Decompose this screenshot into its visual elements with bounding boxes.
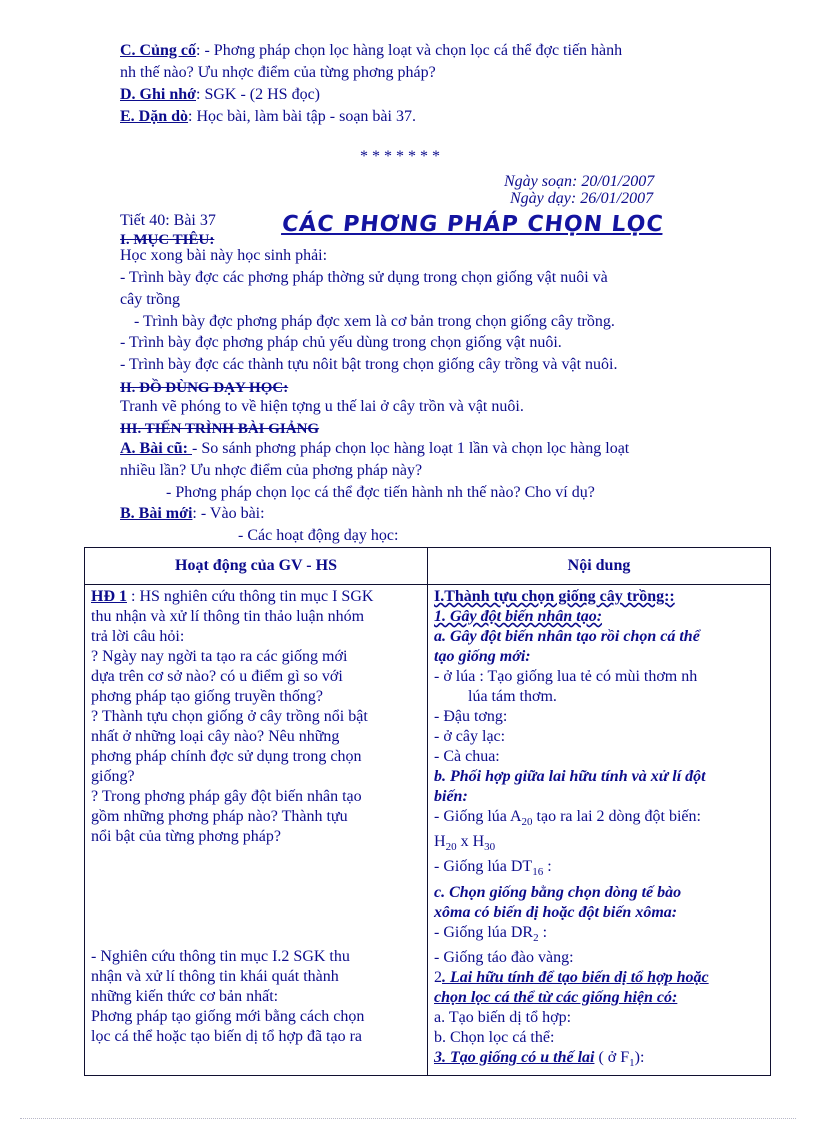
activity-line: giống? [91, 768, 135, 785]
activities-cell [85, 585, 428, 1076]
activity-line: nhận và xử lí thông tin khái quát thành [91, 968, 339, 985]
content-line: b. Chọn lọc cá thể: [434, 1028, 555, 1046]
prep-date: Ngày soạn: 20/01/2007 [504, 173, 655, 190]
content-line: $H_{20}$ x $H_{30}$ [434, 833, 496, 854]
lesson-table [84, 547, 771, 1076]
objective-3: - Trình bày đợc phơng pháp chủ yếu dùng trong chọn giống vật nuôi. [120, 334, 562, 351]
review-text-1: : - Phơng pháp chọn lọc hàng loạt và chọn lọc cá thể đợc tiến hành [196, 42, 623, 59]
activity-line: trả lời câu hỏi: [91, 628, 185, 645]
review-text-2: nh thế nào? Ưu nhợc điểm của từng phơng pháp? [120, 64, 436, 81]
old-lesson-label: A. Bài cũ: [120, 440, 192, 457]
old-lesson-line-1 [120, 439, 629, 459]
content-line: - Giống lúa $DR_2$ : [434, 923, 548, 944]
content-line: chọn lọc cá thể từ các giống hiện có: [434, 988, 678, 1006]
activity-line: nổi bật của từng phơng pháp? [91, 828, 281, 845]
objective-4: - Trình bày đợc các thành tựu nôit bật trong chọn giống cây trồng và vật nuôi. [120, 356, 618, 373]
content-line: - ở lúa : Tạo giống lua tẻ có mùi thơm nh [434, 668, 698, 685]
header-content: Nội dung [428, 548, 771, 585]
new-lesson-text-1: : - Vào bài: [192, 505, 265, 522]
review-line-1 [120, 41, 622, 61]
activity-line: lọc cá thể hoặc tạo biến dị tổ hợp đã tạo ra [91, 1028, 363, 1045]
objectives-intro: Học xong bài này học sinh phải: [120, 247, 328, 264]
activity-line: phơng pháp chính đợc sử dụng trong chọn [91, 748, 362, 765]
activity-line: ? Ngày nay ngời ta tạo ra các giống mới [91, 648, 348, 665]
activity-line: phơng pháp tạo giống truyền thống? [91, 688, 323, 705]
objective-1a: - Trình bày đợc các phơng pháp thờng sử dụng trong chọn giống vật nuôi và [120, 269, 608, 286]
activity-line: ? Thành tựu chọn giống ở cây trồng nổi bật [91, 708, 368, 725]
content-subheading: 1. Gây đột biến nhân tạo: [434, 608, 603, 625]
content-line: c. Chọn giống bằng chọn dòng tế bào [434, 883, 682, 901]
lesson-number: Tiết 40: Bài 37 [120, 212, 216, 229]
content-line: - ở cây lạc: [434, 728, 506, 745]
spacer [91, 847, 421, 947]
review-label: C. Củng cố [120, 42, 197, 59]
activity-line: dựa trên cơ sở nào? có u điểm gì so với [91, 668, 343, 685]
process-heading: III. TIẾN TRÌNH BÀI GIẢNG [120, 421, 320, 437]
activity-line: nhất ở những loại cây nào? Nêu những [91, 728, 340, 745]
activity-line: HĐ 1 : HS nghiên cứu thông tin mục I SGK [91, 588, 374, 605]
new-lesson-line [120, 504, 265, 524]
header-activities: Hoạt động của GV - HS [85, 548, 428, 585]
content-subheading: 2. Lai hữu tính để tạo biến dị tổ hợp hoặc [434, 968, 709, 986]
old-lesson-text-3: - Phơng pháp chọn lọc cá thể đợc tiến hành nh thế nào? Cho ví dụ? [166, 484, 595, 501]
materials-heading: II. ĐỒ DÙNG DẠY HỌC: [120, 380, 289, 396]
content-cell [428, 585, 771, 1076]
content-line: - Cà chua: [434, 748, 500, 765]
objective-2: - Trình bày đợc phơng pháp đợc xem là cơ bản trong chọn giống cây trồng. [134, 313, 615, 330]
activity-line: Phơng pháp tạo giống mới bằng cách chọn [91, 1008, 365, 1025]
homework-label: E. Dặn dò [120, 108, 189, 125]
content-line: b. Phối hợp giữa lai hữu tính và xử lí đột [434, 768, 706, 785]
homework-line [120, 107, 416, 127]
activity-line: gồm những phơng pháp nào? Thành tựu [91, 808, 348, 825]
activity-1-label: HĐ 1 [91, 588, 127, 605]
activity-line: thu nhận và xử lí thông tin thảo luận nhóm [91, 608, 365, 625]
content-line: - Giống lúa $A_{20}$ tạo ra lai 2 dòng đột biến: [434, 808, 701, 829]
table-row [85, 585, 771, 1076]
objectives-heading: I. MỤC TIÊU: [120, 232, 215, 248]
old-lesson-text-1: - So sánh phơng pháp chọn lọc hàng loạt 1 lần và chọn lọc hàng loạt [192, 440, 630, 457]
note-line [120, 85, 320, 105]
table-header-row [85, 548, 771, 585]
activity-line: ? Trong phơng pháp gây đột biến nhân tạo [91, 788, 362, 805]
lesson-title: CÁC PHƠNG PHÁP CHỌN LỌC [280, 212, 665, 237]
note-text: : SGK - (2 HS đọc) [196, 86, 320, 103]
new-lesson-text-2: - Các hoạt động dạy học: [238, 527, 399, 544]
activity-line: những kiến thức cơ bản nhất: [91, 988, 279, 1005]
objective-1b: cây trồng [120, 291, 180, 308]
note-label: D. Ghi nhớ [120, 86, 196, 103]
content-line: - Giống lúa $DT_{16}$ : [434, 858, 552, 879]
homework-text: : Học bài, làm bài tập - soạn bài 37. [188, 108, 416, 125]
content-line: xôma có biến dị hoặc đột biến xôma: [434, 903, 678, 921]
separator-stars: * * * * * * * [360, 148, 440, 165]
content-line: a. Gây đột biến nhân tạo rồi chọn cá thể [434, 628, 700, 645]
teach-date: Ngày dạy: 26/01/2007 [510, 190, 654, 207]
content-subheading: 3. Tạo giống có u thế lai ( ở $F_1$): [434, 1048, 645, 1069]
content-section-heading: I.Thành tựu chọn giống cây trồng:: [434, 588, 675, 605]
content-line: - Đậu tơng: [434, 708, 508, 725]
page-bottom-divider [20, 1118, 796, 1119]
content-line: biến: [434, 788, 468, 805]
materials-text: Tranh vẽ phóng to về hiện tợng u thế lai ở cây trồn và vật nuôi. [120, 398, 524, 415]
content-line: a. Tạo biến dị tổ hợp: [434, 1008, 572, 1026]
content-line: tạo giống mới: [434, 648, 531, 665]
content-line: lúa tám thơm. [468, 688, 557, 705]
content-line: - Giống táo đào vàng: [434, 948, 574, 966]
new-lesson-label: B. Bài mới [120, 505, 193, 522]
old-lesson-text-2: nhiều lần? Ưu nhợc điểm của phơng pháp này? [120, 462, 423, 479]
activity-line: - Nghiên cứu thông tin mục I.2 SGK thu [91, 948, 350, 965]
